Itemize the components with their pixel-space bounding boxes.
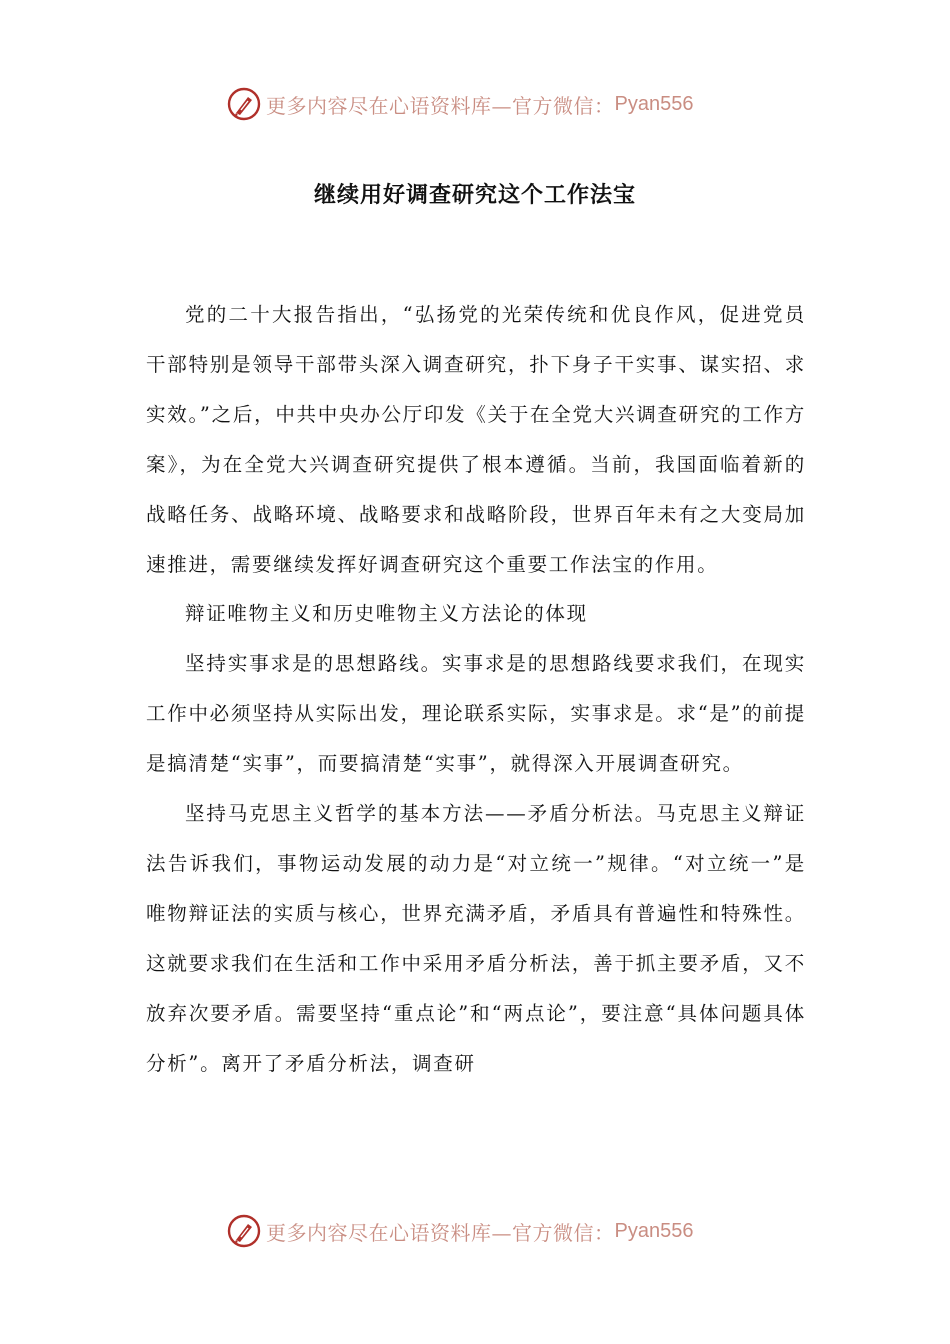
document-title: 继续用好调查研究这个工作法宝 <box>313 183 636 208</box>
header-watermark <box>226 84 693 124</box>
pen-nib-circle-icon <box>226 86 262 122</box>
footer-watermark <box>226 1211 693 1251</box>
pen-nib-circle-icon <box>226 1213 262 1249</box>
watermark-handle: Pyan556 <box>614 1219 694 1242</box>
document-body <box>146 290 806 1089</box>
paragraph-contradiction-analysis: 坚持马克思主义哲学的基本方法——矛盾分析法。马克思主义辩证法告诉我们，事物运动发展的动力是“对立统一”规律。“对立统一”是唯物辩证法的实质与核心，世界充满矛盾，矛盾具有普遍性和特殊性。这就要求我们在生活和工作中采用矛盾分析法，善于抓主要矛盾，又不放弃次要矛盾。需要坚持“重点论”和“两点论”，要注意“具体问题具体分析”。离开了矛盾分析法，调查研 <box>146 802 806 1075</box>
paragraph-intro: 党的二十大报告指出，“弘扬党的光荣传统和优良作风，促进党员干部特别是领导干部带头深入调查研究，扑下身子干实事、谋实招、求实效。”之后，中共中央办公厅印发《关于在全党大兴调查研究的工作方案》，为在全党大兴调查研究提供了根本遵循。当前，我国面临着新的战略任务、战略环境、战略要求和战略阶段，世界百年未有之大变局加速推进，需要继续发挥好调查研究这个重要工作法宝的作用。 <box>146 303 806 576</box>
paragraph-seeking-truth: 坚持实事求是的思想路线。实事求是的思想路线要求我们，在现实工作中必须坚持从实际出发，理论联系实际，实事求是。求“是”的前提是搞清楚“实事”，而要搞清楚“实事”，就得深入开展调查研究。 <box>146 652 806 776</box>
watermark-text: 更多内容尽在心语资料库—官方微信： <box>266 1220 615 1245</box>
paragraph-subheading: 辩证唯物主义和历史唯物主义方法论的体现 <box>185 602 588 626</box>
watermark-handle: Pyan556 <box>614 92 694 115</box>
watermark-text: 更多内容尽在心语资料库—官方微信： <box>266 93 615 118</box>
